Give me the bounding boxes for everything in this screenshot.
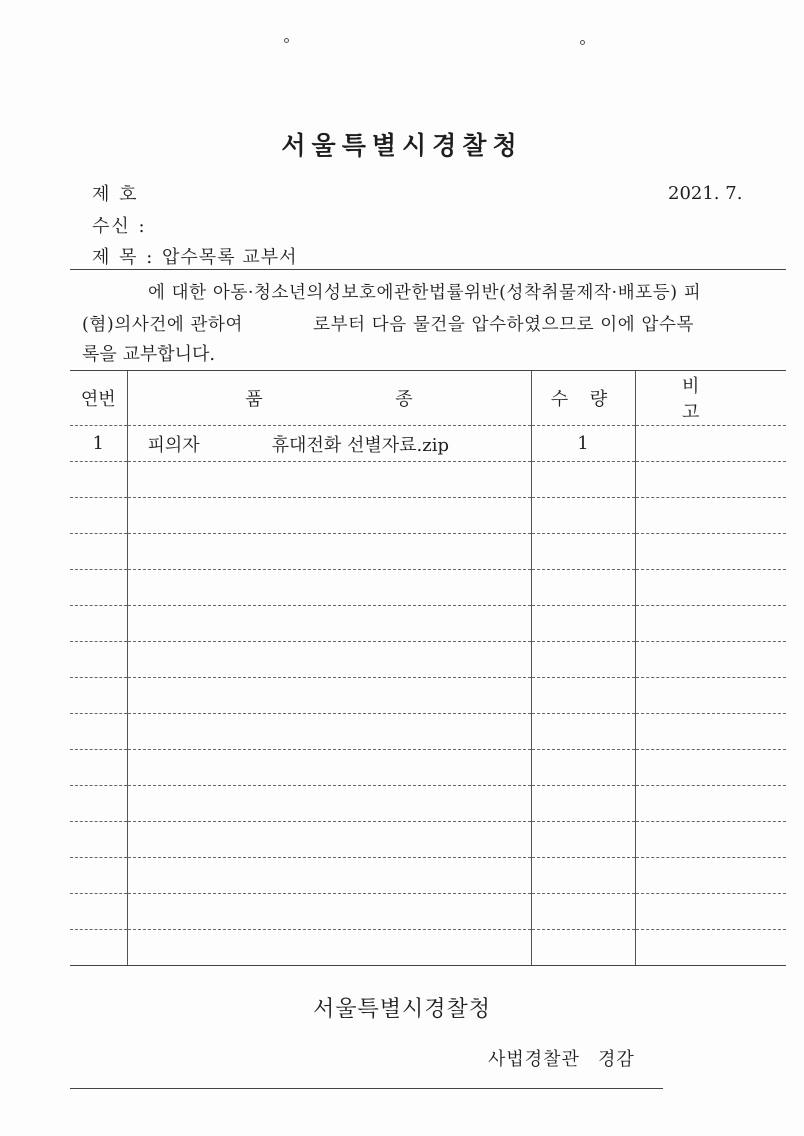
- row-no: 1: [70, 426, 127, 462]
- subject-text: 압수목록 교부서: [162, 247, 298, 268]
- empty-cell: [635, 498, 786, 534]
- table-header-row: [70, 371, 786, 426]
- empty-cell: [635, 894, 786, 930]
- empty-cell: [127, 642, 531, 678]
- document-number-label: 제 호: [92, 184, 139, 205]
- empty-cell: [70, 606, 127, 642]
- table-row-empty: [70, 750, 786, 786]
- empty-cell: [635, 570, 786, 606]
- empty-cell: [531, 606, 635, 642]
- empty-cell: [635, 606, 786, 642]
- empty-cell: [127, 534, 531, 570]
- empty-cell: [70, 498, 127, 534]
- empty-cell: [531, 570, 635, 606]
- seized-items-table: [70, 370, 786, 966]
- empty-cell: [635, 822, 786, 858]
- table-row: [70, 426, 786, 462]
- empty-cell: [635, 534, 786, 570]
- empty-cell: [531, 930, 635, 966]
- row-item-desc: 휴대전화 선별자료.zip: [271, 434, 449, 456]
- empty-cell: [70, 750, 127, 786]
- empty-cell: [70, 786, 127, 822]
- empty-cell: [531, 462, 635, 498]
- subject-label: 제 목 :: [92, 247, 155, 268]
- empty-cell: [531, 894, 635, 930]
- recipient-label: 수신 :: [92, 216, 147, 237]
- empty-cell: [127, 786, 531, 822]
- footer-officer-rank: [488, 1045, 635, 1071]
- empty-cell: [635, 858, 786, 894]
- empty-cell: [127, 462, 531, 498]
- scan-speck: [580, 40, 585, 45]
- empty-cell: [127, 750, 531, 786]
- table-row-empty: [70, 786, 786, 822]
- footer-rank-title: 사법경찰관: [488, 1049, 580, 1070]
- scan-speck: [284, 38, 289, 43]
- header-no: 연번: [70, 371, 127, 426]
- empty-cell: [635, 750, 786, 786]
- empty-cell: [70, 462, 127, 498]
- empty-cell: [635, 786, 786, 822]
- empty-cell: [531, 498, 635, 534]
- empty-cell: [127, 678, 531, 714]
- empty-cell: [70, 570, 127, 606]
- header-note: 비 고: [635, 371, 786, 426]
- empty-cell: [531, 822, 635, 858]
- table-row-empty: [70, 606, 786, 642]
- document-date: 2021. 7.: [668, 183, 743, 204]
- empty-cell: [531, 786, 635, 822]
- empty-cell: [531, 750, 635, 786]
- row-note: [635, 426, 786, 462]
- empty-cell: [531, 678, 635, 714]
- header-item-char-2: 종: [395, 389, 413, 410]
- row-item: [127, 426, 531, 462]
- empty-cell: [127, 822, 531, 858]
- empty-cell: [127, 894, 531, 930]
- body-line-2: [82, 311, 694, 336]
- table-row-empty: [70, 894, 786, 930]
- subject-line: [92, 243, 297, 269]
- empty-cell: [531, 534, 635, 570]
- empty-cell: [70, 642, 127, 678]
- body-line-2-start: (혐)의사건에 관하여: [82, 315, 244, 335]
- table-row-empty: [70, 930, 786, 966]
- table-row-empty: [70, 534, 786, 570]
- table-row-empty: [70, 678, 786, 714]
- header-divider: [70, 269, 786, 270]
- body-line-2-end: 로부터 다음 물건을 압수하였으므로 이에 압수목: [313, 315, 694, 335]
- empty-cell: [127, 570, 531, 606]
- empty-cell: [127, 930, 531, 966]
- empty-cell: [531, 858, 635, 894]
- empty-cell: [635, 642, 786, 678]
- empty-cell: [635, 714, 786, 750]
- footer-organization: 서울특별시경찰청: [312, 997, 492, 1022]
- row-quantity: 1: [531, 426, 635, 462]
- empty-cell: [70, 858, 127, 894]
- row-item-owner: 피의자: [147, 434, 200, 456]
- footer-rank-grade: 경감: [597, 1049, 635, 1070]
- empty-cell: [70, 894, 127, 930]
- signature-line: [70, 1088, 663, 1089]
- empty-cell: [531, 714, 635, 750]
- header-item-char-1: 품: [245, 389, 263, 410]
- table-row-empty: [70, 822, 786, 858]
- empty-cell: [531, 642, 635, 678]
- empty-cell: [635, 678, 786, 714]
- table-row-empty: [70, 570, 786, 606]
- empty-cell: [127, 498, 531, 534]
- table-row-empty: [70, 498, 786, 534]
- table-row-empty: [70, 642, 786, 678]
- empty-cell: [635, 930, 786, 966]
- empty-cell: [127, 606, 531, 642]
- empty-cell: [70, 534, 127, 570]
- empty-cell: [70, 822, 127, 858]
- header-item: [127, 371, 531, 426]
- empty-cell: [127, 858, 531, 894]
- table-row-empty: [70, 858, 786, 894]
- empty-cell: [70, 678, 127, 714]
- empty-cell: [635, 462, 786, 498]
- table-row-empty: [70, 462, 786, 498]
- empty-cell: [70, 714, 127, 750]
- empty-cell: [70, 930, 127, 966]
- page-title: 서울특별시경찰청: [281, 131, 523, 160]
- body-line-1: 에 대한 아동·청소년의성보호에관한법률위반(성착취물제작·배포등) 피: [148, 283, 702, 303]
- body-line-3: 록을 교부합니다.: [82, 344, 216, 365]
- header-quantity: 수 량: [531, 371, 635, 426]
- table-row-empty: [70, 714, 786, 750]
- empty-cell: [127, 714, 531, 750]
